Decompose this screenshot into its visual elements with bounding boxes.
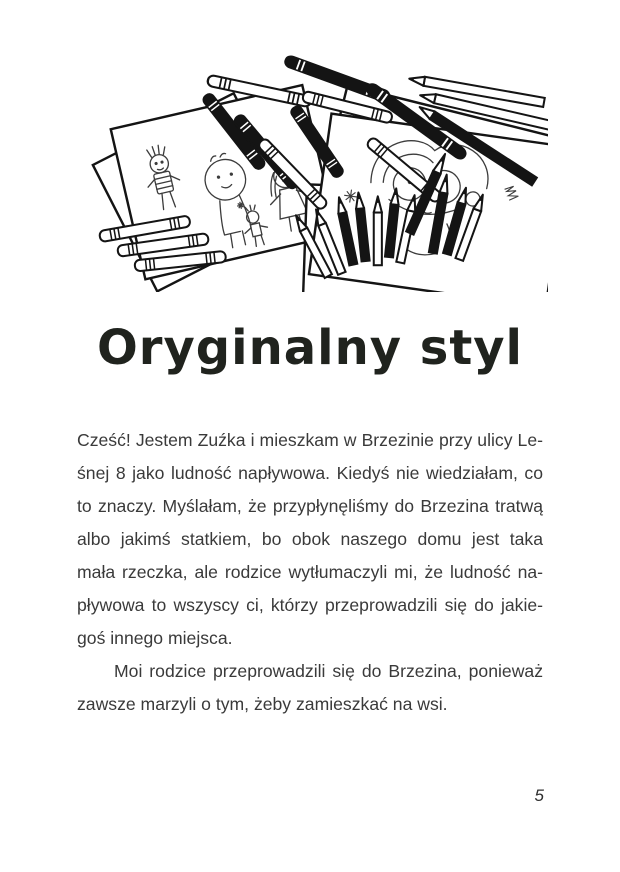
- text-line: albo jakimś statkiem, bo obok naszego domu jest taka: [77, 529, 543, 549]
- drawings-and-crayons-illustration: [82, 48, 548, 292]
- text-line: Moi rodzice przeprowadzili się do Brzezina, ponieważ: [114, 661, 543, 681]
- text-line: śnej 8 jako ludność napływowa. Kiedyś nie wiedziałam, co: [77, 463, 543, 483]
- text-line: pływowa to wszyscy ci, którzy przeprowadzili się do jakie-: [77, 595, 543, 615]
- text-line: Cześć! Jestem Zuźka i mieszkam w Brzezinie przy ulicy Le-: [77, 430, 543, 450]
- chapter-title: Oryginalny styl: [96, 320, 524, 376]
- text-line: zawsze marzyli o tym, żeby zamieszkać na wsi.: [77, 694, 448, 714]
- chapter-illustration: [82, 48, 548, 292]
- text-line: mała rzeczka, ale rodzice wytłumaczyli mi, że ludność na-: [77, 562, 543, 582]
- body-text: [77, 424, 543, 721]
- page-number: 5: [534, 786, 544, 805]
- text-line: goś innego miejsca.: [77, 628, 233, 648]
- text-line: to znaczy. Myślałam, że przypłynęliśmy do Brzezina tratwą: [77, 496, 543, 516]
